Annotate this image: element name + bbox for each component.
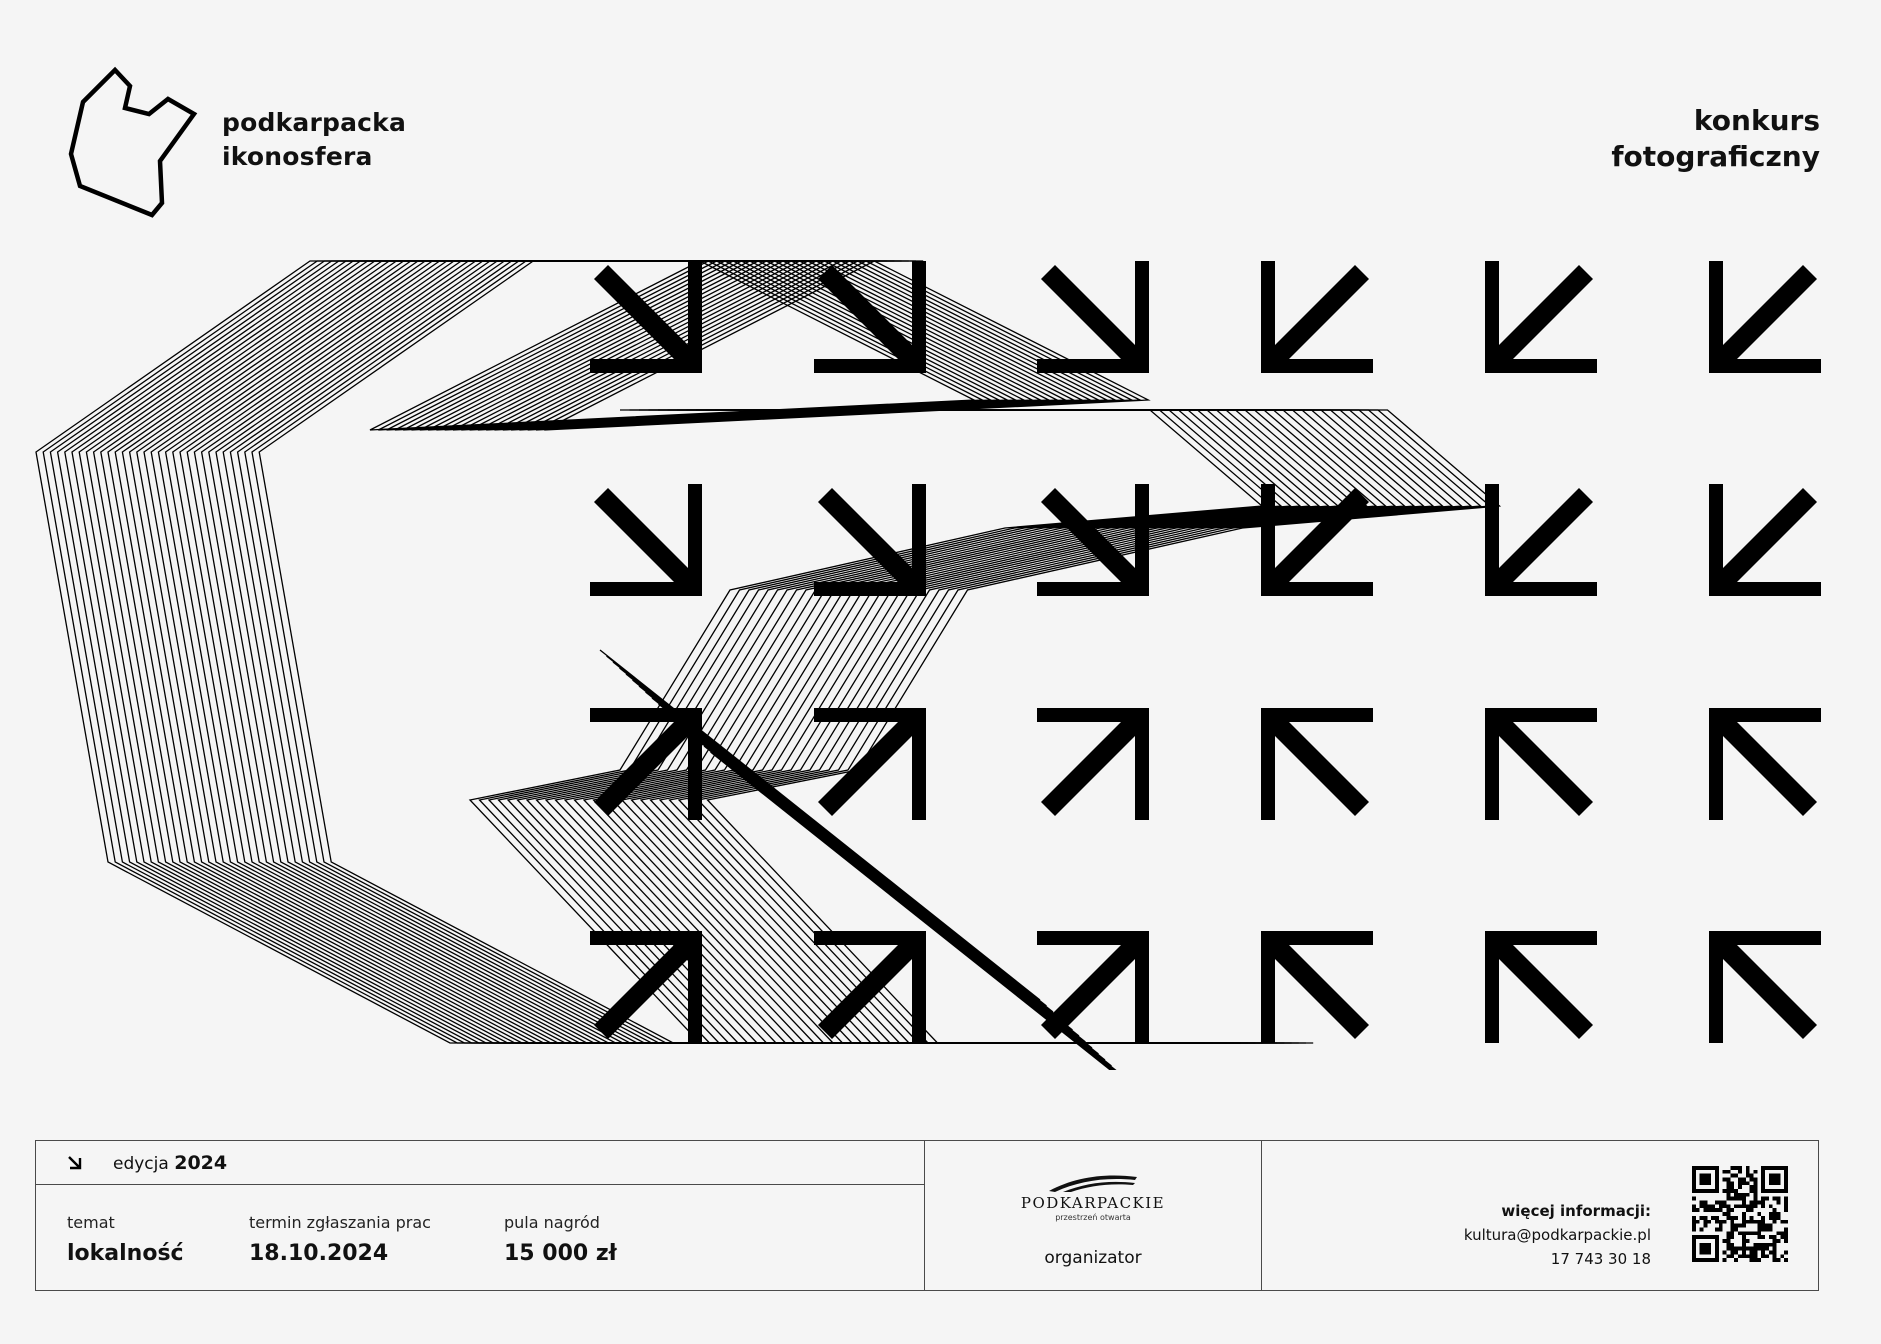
fan-line <box>259 261 1313 1043</box>
contest-details <box>36 1141 924 1290</box>
fan-line <box>230 261 1284 1043</box>
arrow-up-right-icon <box>590 708 702 820</box>
contest-title <box>1611 103 1820 175</box>
arrow-up-left-icon <box>1709 708 1821 820</box>
arrow-up-left-icon <box>1485 708 1597 820</box>
contact-info <box>1464 1199 1651 1271</box>
fan-line <box>584 410 1376 1043</box>
arrow-down-right-icon <box>590 484 702 596</box>
field-deadline-label: termin zgłaszania prac <box>249 1213 431 1232</box>
arrow-down-left-icon <box>1261 261 1373 373</box>
fan-line <box>537 410 1329 1043</box>
edition-row <box>36 1141 924 1185</box>
field-deadline <box>249 1213 431 1266</box>
arrow-up-left-icon <box>1709 931 1821 1043</box>
organizer-logo <box>925 1171 1261 1222</box>
fan-line <box>173 261 1227 1043</box>
arrow-up-right-icon <box>1037 708 1149 820</box>
fan-line <box>238 261 1292 1043</box>
region-logo-icon <box>66 66 198 218</box>
arrow-down-left-icon <box>1709 484 1821 596</box>
contact-heading: więcej informacji: <box>1501 1202 1651 1220</box>
fan-line <box>546 410 1338 1043</box>
fan-line <box>622 410 1414 1043</box>
arrow-down-left-icon <box>1261 484 1373 596</box>
brand-line-1: podkarpacka <box>222 108 407 137</box>
contact-phone: 17 743 30 18 <box>1550 1250 1651 1268</box>
contact-email[interactable]: kultura@podkarpackie.pl <box>1463 1226 1651 1244</box>
arrow-down-left-icon <box>1485 261 1597 373</box>
field-deadline-value: 18.10.2024 <box>249 1241 389 1266</box>
field-prize <box>504 1213 617 1266</box>
edition-label <box>113 1152 227 1174</box>
field-theme-value: lokalność <box>67 1241 184 1266</box>
fan-line <box>216 261 1270 1043</box>
arrow-grid <box>590 261 1821 1043</box>
brand-name <box>222 106 406 174</box>
edition-word: edycja <box>113 1154 169 1174</box>
contest-title-line-2: fotograficzny <box>1611 140 1820 173</box>
arrow-down-left-icon <box>1709 261 1821 373</box>
field-theme-label: temat <box>67 1213 115 1232</box>
field-prize-value: 15 000 zł <box>504 1241 617 1266</box>
arrow-artwork <box>0 230 1881 1070</box>
contest-title-line-1: konkurs <box>1693 104 1820 137</box>
fan-line <box>245 261 1299 1043</box>
swoosh-logo-icon <box>1045 1171 1141 1193</box>
field-prize-label: pula nagród <box>504 1213 600 1232</box>
info-box <box>35 1140 1819 1291</box>
fan-line <box>180 261 1234 1043</box>
organizer-cell <box>924 1141 1261 1290</box>
arrow-up-right-icon <box>1037 931 1149 1043</box>
fan-line <box>641 410 1433 1043</box>
arrow-up-right-icon <box>814 708 926 820</box>
arrow-up-left-icon <box>1261 708 1373 820</box>
arrow-down-right-icon <box>67 1155 82 1170</box>
organizer-logo-name: PODKARPACKIE <box>1020 1194 1166 1212</box>
arrow-down-left-icon <box>1485 484 1597 596</box>
qr-code-icon[interactable] <box>1692 1166 1788 1262</box>
organizer-label: organizator <box>1044 1248 1142 1268</box>
arrow-up-right-icon <box>814 931 926 1043</box>
contact-cell <box>1261 1141 1818 1290</box>
fan-line <box>698 410 1490 1043</box>
field-theme <box>67 1213 184 1266</box>
arrow-up-left-icon <box>1261 931 1373 1043</box>
fan-line <box>187 261 1241 1043</box>
brand-line-2: ikonosfera <box>222 142 373 171</box>
edition-year: 2024 <box>174 1152 228 1174</box>
fan-line <box>632 410 1424 1043</box>
arrow-up-left-icon <box>1485 931 1597 1043</box>
organizer-logo-slogan: przestrzeń otwarta <box>1055 1213 1131 1222</box>
